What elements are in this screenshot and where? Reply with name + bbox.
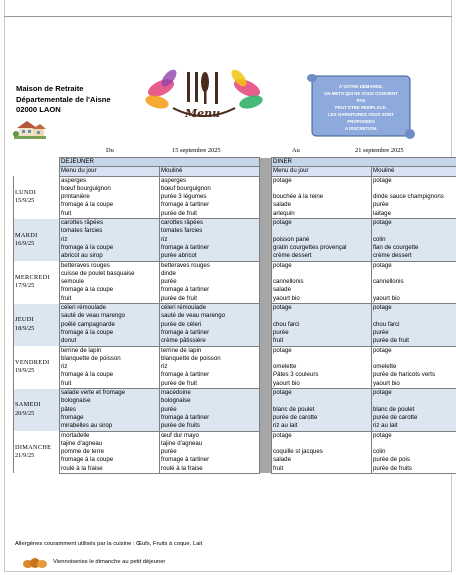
column-separator (260, 371, 272, 379)
dinner-mouline-cell (372, 185, 456, 193)
dinner-mouline-cell: purée (372, 201, 456, 209)
dinner-menu-du-jour-cell: yaourt bio (272, 380, 372, 389)
lunch-mouline-cell: asperges (160, 176, 260, 185)
lunch-menu-du-jour-cell: fruit (60, 380, 160, 389)
menu-row (14, 337, 456, 346)
day-label-samedi (14, 389, 60, 431)
column-separator (260, 465, 272, 474)
weekly-menu-table (13, 157, 456, 474)
dinner-mouline-cell: colin (372, 236, 456, 244)
top-rule (4, 16, 452, 17)
lunch-mouline-cell: fromage à tartiner (160, 456, 260, 464)
menu-row (14, 329, 456, 337)
column-separator (260, 261, 272, 270)
menu-row (14, 371, 456, 379)
lunch-mouline-cell: blanquette de poisson (160, 355, 260, 363)
lunch-menu-du-jour-cell: tajine d'agneau (60, 440, 160, 448)
day-block-mardi (14, 219, 456, 261)
column-separator (260, 286, 272, 294)
dinner-menu-du-jour-cell (272, 227, 372, 235)
column-separator (260, 355, 272, 363)
dinner-menu-du-jour-cell: potage (272, 389, 372, 398)
lunch-menu-du-jour-cell: salade verte et fromage (60, 389, 160, 398)
day-block-samedi (14, 389, 456, 431)
dinner-menu-du-jour-header: Menu du jour (272, 167, 372, 176)
menu-row (14, 380, 456, 389)
menu-row (14, 201, 456, 209)
lunch-menu-du-jour-cell: fromage à la coupe (60, 286, 160, 294)
dinner-menu-du-jour-cell: bouchée à la reine (272, 193, 372, 201)
lunch-menu-du-jour-cell: cuisse de poulet basquaise (60, 270, 160, 278)
menu-row (14, 465, 456, 474)
lunch-mouline-cell: sauté de veau marengo (160, 312, 260, 320)
dinner-menu-du-jour-cell: potage (272, 346, 372, 355)
column-separator (260, 346, 272, 355)
lunch-menu-du-jour-cell: poêlé campagnarde (60, 321, 160, 329)
lunch-mouline-cell: tajine d'agneau (160, 440, 260, 448)
notice-line: LES GARNITURES VOUS SONT (328, 112, 394, 117)
lunch-mouline-cell: fromage à tartiner (160, 414, 260, 422)
lunch-mouline-cell: purée de fruit (160, 380, 260, 389)
menu-row (14, 422, 456, 431)
lunch-menu-du-jour-cell: sauté de veau marengo (60, 312, 160, 320)
lunch-mouline-cell: céleri rémoulade (160, 304, 260, 313)
dinner-menu-du-jour-cell: cannellonis (272, 278, 372, 286)
notice-text (314, 83, 408, 132)
column-separator (260, 397, 272, 405)
dinner-mouline-cell: omelette (372, 363, 456, 371)
dinner-header: DINER (272, 158, 456, 167)
lunch-menu-du-jour-header: Menu du jour (60, 167, 160, 176)
menu-row (14, 236, 456, 244)
menu-row (14, 185, 456, 193)
column-separator (260, 252, 272, 261)
day-block-mercredi (14, 261, 456, 303)
column-separator (260, 278, 272, 286)
lunch-menu-du-jour-cell: tomates farcies (60, 227, 160, 235)
menu-row (14, 261, 456, 270)
lunch-mouline-cell: fromage à tartiner (160, 201, 260, 209)
dinner-mouline-cell: potage (372, 431, 456, 440)
day-date: 16/9/25 (15, 239, 35, 247)
dinner-menu-du-jour-cell: chou farci (272, 321, 372, 329)
column-separator (260, 414, 272, 422)
day-block-lundi (14, 176, 456, 218)
dinner-mouline-cell: blanc de poulet (372, 406, 456, 414)
column-separator (260, 201, 272, 209)
dinner-mouline-header: Mouliné (372, 167, 456, 176)
column-separator (260, 329, 272, 337)
dinner-mouline-cell: cannellonis (372, 278, 456, 286)
column-separator (260, 193, 272, 201)
menu-row (14, 176, 456, 185)
lunch-mouline-cell: tomates farcies (160, 227, 260, 235)
lunch-menu-du-jour-cell: fromage à la coupe (60, 371, 160, 379)
menu-row (14, 397, 456, 405)
lunch-menu-du-jour-cell: mortadelle (60, 431, 160, 440)
column-separator (260, 304, 272, 313)
column-separator (260, 158, 272, 167)
dinner-menu-du-jour-cell: riz au lait (272, 422, 372, 431)
dinner-mouline-cell: laitage (372, 210, 456, 219)
lunch-mouline-cell: bœuf bourguignon (160, 185, 260, 193)
column-separator (260, 406, 272, 414)
croissant-icon (22, 556, 48, 570)
dinner-mouline-cell: purée de carotte (372, 414, 456, 422)
dinner-menu-du-jour-cell: potage (272, 219, 372, 228)
dinner-menu-du-jour-cell (272, 185, 372, 193)
dinner-menu-du-jour-cell: Pâtes 3 couleurs (272, 371, 372, 379)
day-label-lundi (14, 176, 60, 218)
notice-line: PAS (356, 98, 366, 103)
lunch-mouline-cell: bolognaise (160, 397, 260, 405)
column-separator (260, 363, 272, 371)
dinner-menu-du-jour-cell: omelette (272, 363, 372, 371)
dinner-mouline-cell: purée de pois (372, 456, 456, 464)
column-separator (260, 236, 272, 244)
dinner-mouline-cell: purée (372, 329, 456, 337)
day-name: SAMEDI (15, 401, 41, 409)
day-name: JEUDI (15, 316, 34, 324)
dinner-mouline-cell (372, 312, 456, 320)
dinner-menu-du-jour-cell: poisson pané (272, 236, 372, 244)
menu-row (14, 270, 456, 278)
dinner-menu-du-jour-cell: yaourt bio (272, 295, 372, 304)
viennoiseries-note: Viennoiseries le dimanche au petit déjeuner (53, 559, 166, 565)
dinner-mouline-cell: yaourt bio (372, 380, 456, 389)
day-name: DIMANCHE (15, 443, 52, 451)
lunch-menu-du-jour-cell: riz (60, 363, 160, 371)
dinner-menu-du-jour-cell: fruit (272, 337, 372, 346)
dinner-menu-du-jour-cell: potage (272, 261, 372, 270)
dinner-mouline-cell: colin (372, 448, 456, 456)
dinner-menu-du-jour-cell: blanc de poulet (272, 406, 372, 414)
lunch-menu-du-jour-cell: betteraves rouges (60, 261, 160, 270)
menu-row (14, 346, 456, 355)
dinner-mouline-cell: purée de haricots verts (372, 371, 456, 379)
dinner-mouline-cell: purée de fruits (372, 465, 456, 474)
lunch-menu-du-jour-cell: abricot au sirop (60, 252, 160, 261)
dinner-mouline-cell (372, 440, 456, 448)
lunch-mouline-cell: purée de céleri (160, 321, 260, 329)
menu-row (14, 244, 456, 252)
day-label-jeudi (14, 304, 60, 346)
menu-row (14, 414, 456, 422)
day-date: 20/9/25 (15, 409, 35, 417)
column-separator (260, 380, 272, 389)
dinner-mouline-cell: flan de courgette (372, 244, 456, 252)
dinner-menu-du-jour-cell: potage (272, 304, 372, 313)
column-separator (260, 431, 272, 440)
lunch-menu-du-jour-cell: fromage à la coupe (60, 329, 160, 337)
dinner-mouline-cell: potage (372, 389, 456, 398)
day-label-vendredi (14, 346, 60, 388)
org-line-2: Départementale de l'Aisne (16, 94, 111, 104)
menu-row (14, 286, 456, 294)
column-separator (260, 337, 272, 346)
lunch-menu-du-jour-cell: semoule (60, 278, 160, 286)
lunch-menu-du-jour-cell: fromage à la coupe (60, 244, 160, 252)
lunch-mouline-cell: purée (160, 448, 260, 456)
menu-row (14, 456, 456, 464)
menu-row (14, 295, 456, 304)
lunch-menu-du-jour-cell: fruit (60, 295, 160, 304)
menu-row (14, 406, 456, 414)
day-label-mercredi (14, 261, 60, 303)
lunch-menu-du-jour-cell: bœuf bourguignon (60, 185, 160, 193)
dinner-menu-du-jour-cell: purée (272, 329, 372, 337)
dinner-menu-du-jour-cell: salade (272, 286, 372, 294)
dinner-menu-du-jour-cell: potage (272, 176, 372, 185)
column-separator (260, 422, 272, 431)
dinner-mouline-cell (372, 286, 456, 294)
lunch-menu-du-jour-cell: asperges (60, 176, 160, 185)
column-separator (260, 176, 272, 185)
lunch-mouline-cell: purée de fruit (160, 295, 260, 304)
column-separator (260, 185, 272, 193)
dinner-mouline-cell (372, 397, 456, 405)
day-name: MERCREDI (15, 274, 50, 281)
dinner-mouline-cell: dinde sauce champignons (372, 193, 456, 201)
lunch-mouline-cell: fromage à tartiner (160, 286, 260, 294)
lunch-header: DEJEUNER (60, 158, 260, 167)
column-separator (260, 167, 272, 176)
lunch-mouline-cell: riz (160, 363, 260, 371)
menu-row (14, 321, 456, 329)
lunch-menu-du-jour-cell: pomme de terre (60, 448, 160, 456)
menu-logo-text: Menu (185, 107, 221, 120)
dinner-mouline-cell: potage (372, 219, 456, 228)
column-separator (260, 295, 272, 304)
dinner-menu-du-jour-cell: salade (272, 456, 372, 464)
notice-line: PEUT ETRE REMPLACE. (335, 105, 387, 110)
lunch-mouline-cell: purée de fruits (160, 422, 260, 431)
day-date: 21/9/25 (15, 452, 35, 460)
dinner-menu-du-jour-cell: coquille st jacques (272, 448, 372, 456)
column-separator (260, 270, 272, 278)
lunch-mouline-cell: betteraves rouges (160, 261, 260, 270)
menu-row (14, 363, 456, 371)
lunch-mouline-cell: macédoine (160, 389, 260, 398)
day-date: 19/9/25 (15, 367, 35, 375)
period-to-date: 21 septembre 2025 (355, 147, 404, 154)
day-name: MARDI (15, 231, 38, 239)
lunch-mouline-cell: crème pâtissière (160, 337, 260, 346)
lunch-menu-du-jour-cell: fruit (60, 210, 160, 219)
menu-row (14, 210, 456, 219)
day-label-dimanche (14, 431, 60, 473)
dinner-menu-du-jour-cell: salade (272, 201, 372, 209)
day-block-jeudi (14, 304, 456, 346)
day-date: 17/9/25 (15, 282, 35, 290)
day-name: VENDREDI (15, 358, 50, 366)
lunch-mouline-cell: purée 3 légumes (160, 193, 260, 201)
dinner-menu-du-jour-cell (272, 397, 372, 405)
lunch-mouline-cell: roulé à la fraise (160, 465, 260, 474)
menu-row (14, 440, 456, 448)
dinner-menu-du-jour-cell: crème dessert (272, 252, 372, 261)
dinner-mouline-cell (372, 355, 456, 363)
day-name: LUNDI (15, 189, 37, 197)
day-block-vendredi (14, 346, 456, 388)
column-separator (260, 219, 272, 228)
day-block-dimanche (14, 431, 456, 473)
dinner-mouline-cell: purée de fruit (372, 337, 456, 346)
notice-line: A DISCRETION. (344, 126, 378, 131)
column-separator (260, 244, 272, 252)
notice-line: A VOTRE DEMANDE, (339, 84, 383, 89)
dinner-menu-du-jour-cell (272, 312, 372, 320)
column-separator (260, 440, 272, 448)
lunch-mouline-cell: purée (160, 406, 260, 414)
lunch-menu-du-jour-cell: carottes râpées (60, 219, 160, 228)
lunch-mouline-cell: carottes râpées (160, 219, 260, 228)
dinner-mouline-cell (372, 227, 456, 235)
notice-line: UN METS QUI NE VOUS CONVIENT (324, 91, 398, 96)
menu-row (14, 448, 456, 456)
lunch-menu-du-jour-cell: riz (60, 236, 160, 244)
menu-row (14, 389, 456, 398)
day-date: 15/9/25 (15, 197, 35, 205)
dinner-mouline-cell: potage (372, 304, 456, 313)
lunch-menu-du-jour-cell: bolognaise (60, 397, 160, 405)
lunch-menu-du-jour-cell: terrine de lapin (60, 346, 160, 355)
lunch-mouline-cell: fromage à tartiner (160, 329, 260, 337)
dinner-mouline-cell: potage (372, 176, 456, 185)
notice-line: PROPOSEES (347, 119, 375, 124)
dinner-menu-du-jour-cell: arlequin (272, 210, 372, 219)
dinner-menu-du-jour-cell: potage (272, 431, 372, 440)
dinner-menu-du-jour-cell (272, 270, 372, 278)
menu-row (14, 252, 456, 261)
lunch-menu-du-jour-cell: fromage à la coupe (60, 456, 160, 464)
org-line-3: 02000 LAON (16, 105, 61, 114)
column-separator (260, 448, 272, 456)
column-separator (260, 210, 272, 219)
lunch-mouline-cell: fromage à tartiner (160, 244, 260, 252)
lunch-menu-du-jour-cell: pâtes (60, 406, 160, 414)
period-from-date: 15 septembre 2025 (172, 147, 221, 154)
column-separator (260, 321, 272, 329)
menu-row (14, 355, 456, 363)
dinner-menu-du-jour-cell: gratin courgettes provençal (272, 244, 372, 252)
organization-block (16, 84, 111, 116)
dinner-menu-du-jour-cell: purée de carotte (272, 414, 372, 422)
lunch-mouline-cell: riz (160, 236, 260, 244)
dinner-mouline-cell: riz au lait (372, 422, 456, 431)
day-date: 18/9/25 (15, 324, 35, 332)
menu-row (14, 193, 456, 201)
dinner-menu-du-jour-cell: fruit (272, 465, 372, 474)
lunch-mouline-cell: purée (160, 278, 260, 286)
column-separator (260, 389, 272, 398)
lunch-mouline-cell: terrine de lapin (160, 346, 260, 355)
dinner-menu-du-jour-cell (272, 355, 372, 363)
allergens-note: Allergènes couramment utilisés par la cuisine : Œufs, Fruits à coque, Lait (15, 541, 203, 547)
lunch-menu-du-jour-cell: fromage (60, 414, 160, 422)
house-logo-icon (12, 116, 48, 140)
lunch-mouline-cell: œuf dur mayo (160, 431, 260, 440)
dinner-mouline-cell: potage (372, 346, 456, 355)
menu-row (14, 304, 456, 313)
menu-row (14, 278, 456, 286)
lunch-mouline-cell: purée abricot (160, 252, 260, 261)
org-line-1: Maison de Retraite (16, 84, 84, 93)
dinner-menu-du-jour-cell (272, 440, 372, 448)
dinner-mouline-cell: chou farci (372, 321, 456, 329)
lunch-mouline-cell: fromage à tartiner (160, 371, 260, 379)
column-separator (260, 227, 272, 235)
dinner-mouline-cell: crème dessert (372, 252, 456, 261)
column-separator (260, 456, 272, 464)
lunch-mouline-cell: purée de fruit (160, 210, 260, 219)
lunch-mouline-cell: dinde (160, 270, 260, 278)
lunch-menu-du-jour-cell: roulé à la fraise (60, 465, 160, 474)
menu-row (14, 312, 456, 320)
menu-row (14, 431, 456, 440)
menu-row (14, 227, 456, 235)
lunch-menu-du-jour-cell: donut (60, 337, 160, 346)
period-from-label: Du (106, 147, 114, 154)
lunch-menu-du-jour-cell: blanquette de poisson (60, 355, 160, 363)
lunch-menu-du-jour-cell: fromage à la coupe (60, 201, 160, 209)
dinner-mouline-cell: potage (372, 261, 456, 270)
dinner-mouline-cell: yaourt bio (372, 295, 456, 304)
day-label-mardi (14, 219, 60, 261)
lunch-menu-du-jour-cell: printanière (60, 193, 160, 201)
menu-row (14, 219, 456, 228)
dinner-mouline-cell (372, 270, 456, 278)
lunch-menu-du-jour-cell: céleri rémoulade (60, 304, 160, 313)
lunch-menu-du-jour-cell: mirabelles au sirop (60, 422, 160, 431)
period-to-label: Au (292, 147, 300, 154)
column-separator (260, 312, 272, 320)
lunch-mouline-header: Mouliné (160, 167, 260, 176)
